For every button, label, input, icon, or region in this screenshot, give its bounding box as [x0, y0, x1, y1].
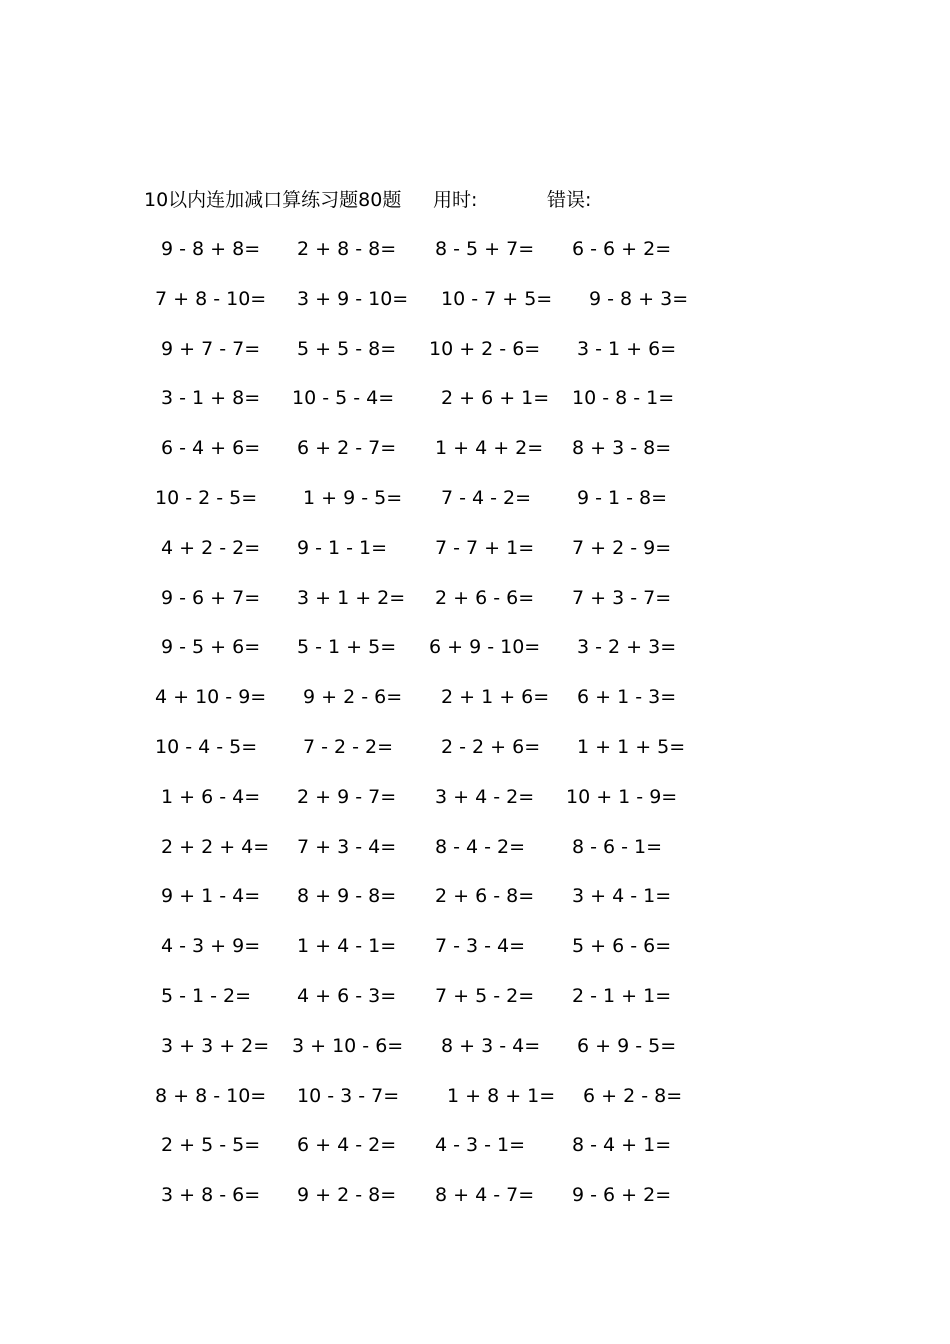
- problem-item: 9 - 8 + 8=: [161, 238, 261, 260]
- problem-item: 2 + 8 - 8=: [297, 238, 397, 260]
- problem-item: 7 + 5 - 2=: [435, 985, 535, 1007]
- problem-item: 8 - 5 + 7=: [435, 238, 535, 260]
- problem-item: 6 - 4 + 6=: [161, 437, 261, 459]
- problem-item: 10 - 3 - 7=: [297, 1085, 400, 1107]
- problem-item: 9 - 8 + 3=: [589, 288, 689, 310]
- problem-item: 4 - 3 - 1=: [435, 1134, 526, 1156]
- errors-label: 错误:: [547, 189, 592, 211]
- problem-item: 3 + 10 - 6=: [292, 1035, 404, 1057]
- problem-item: 1 + 6 - 4=: [161, 786, 261, 808]
- problem-item: 3 + 4 - 2=: [435, 786, 535, 808]
- problem-item: 3 - 1 + 6=: [577, 338, 677, 360]
- problem-item: 2 - 1 + 1=: [572, 985, 672, 1007]
- problem-item: 3 - 2 + 3=: [577, 636, 677, 658]
- problem-item: 6 + 2 - 8=: [583, 1085, 683, 1107]
- problem-item: 7 + 2 - 9=: [572, 537, 672, 559]
- problem-item: 8 + 9 - 8=: [297, 885, 397, 907]
- problem-item: 8 - 6 - 1=: [572, 836, 663, 858]
- problem-item: 9 - 1 - 1=: [297, 537, 388, 559]
- problem-item: 4 - 3 + 9=: [161, 935, 261, 957]
- problem-item: 10 - 2 - 5=: [155, 487, 258, 509]
- problem-item: 8 + 8 - 10=: [155, 1085, 267, 1107]
- problem-item: 4 + 10 - 9=: [155, 686, 267, 708]
- problem-item: 9 + 2 - 6=: [303, 686, 403, 708]
- problem-item: 10 - 4 - 5=: [155, 736, 258, 758]
- problem-item: 3 + 4 - 1=: [572, 885, 672, 907]
- problem-item: 9 + 2 - 8=: [297, 1184, 397, 1206]
- problem-item: 7 - 7 + 1=: [435, 537, 535, 559]
- problem-item: 1 + 8 + 1=: [447, 1085, 556, 1107]
- problem-item: 5 - 1 + 5=: [297, 636, 397, 658]
- problem-item: 2 + 6 + 1=: [441, 387, 550, 409]
- problem-item: 5 + 5 - 8=: [297, 338, 397, 360]
- problem-item: 4 + 6 - 3=: [297, 985, 397, 1007]
- problem-item: 2 - 2 + 6=: [441, 736, 541, 758]
- problem-item: 8 + 3 - 4=: [441, 1035, 541, 1057]
- problem-item: 6 + 9 - 5=: [577, 1035, 677, 1057]
- problem-item: 7 - 4 - 2=: [441, 487, 532, 509]
- problem-item: 10 + 1 - 9=: [566, 786, 678, 808]
- problem-item: 3 - 1 + 8=: [161, 387, 261, 409]
- problem-item: 10 - 5 - 4=: [292, 387, 395, 409]
- problem-item: 1 + 1 + 5=: [577, 736, 686, 758]
- problem-item: 6 + 9 - 10=: [429, 636, 541, 658]
- problem-item: 2 + 2 + 4=: [161, 836, 270, 858]
- problem-item: 1 + 4 - 1=: [297, 935, 397, 957]
- problem-item: 5 - 1 - 2=: [161, 985, 252, 1007]
- problem-item: 3 + 1 + 2=: [297, 587, 406, 609]
- problem-item: 2 + 6 - 8=: [435, 885, 535, 907]
- problem-item: 9 - 1 - 8=: [577, 487, 668, 509]
- problem-item: 2 + 1 + 6=: [441, 686, 550, 708]
- problem-item: 9 - 6 + 2=: [572, 1184, 672, 1206]
- worksheet-title: 10以内连加减口算练习题80题: [144, 189, 402, 211]
- problem-item: 2 + 9 - 7=: [297, 786, 397, 808]
- problem-item: 1 + 9 - 5=: [303, 487, 403, 509]
- problem-item: 8 - 4 + 1=: [572, 1134, 672, 1156]
- problem-item: 8 + 3 - 8=: [572, 437, 672, 459]
- problem-item: 7 + 3 - 4=: [297, 836, 397, 858]
- problem-item: 7 - 3 - 4=: [435, 935, 526, 957]
- problem-item: 9 - 6 + 7=: [161, 587, 261, 609]
- problem-item: 9 + 7 - 7=: [161, 338, 261, 360]
- problem-item: 1 + 4 + 2=: [435, 437, 544, 459]
- problem-item: 8 + 4 - 7=: [435, 1184, 535, 1206]
- problem-item: 4 + 2 - 2=: [161, 537, 261, 559]
- problem-item: 6 - 6 + 2=: [572, 238, 672, 260]
- problem-item: 6 + 1 - 3=: [577, 686, 677, 708]
- problem-item: 2 + 5 - 5=: [161, 1134, 261, 1156]
- problem-item: 3 + 3 + 2=: [161, 1035, 270, 1057]
- problem-item: 2 + 6 - 6=: [435, 587, 535, 609]
- problem-item: 5 + 6 - 6=: [572, 935, 672, 957]
- problem-item: 10 - 8 - 1=: [572, 387, 675, 409]
- problem-item: 8 - 4 - 2=: [435, 836, 526, 858]
- problem-item: 7 + 8 - 10=: [155, 288, 267, 310]
- problem-item: 10 + 2 - 6=: [429, 338, 541, 360]
- problem-item: 10 - 7 + 5=: [441, 288, 553, 310]
- problem-item: 7 + 3 - 7=: [572, 587, 672, 609]
- problem-item: 3 + 9 - 10=: [297, 288, 409, 310]
- time-label: 用时:: [433, 189, 478, 211]
- problem-item: 9 + 1 - 4=: [161, 885, 261, 907]
- problem-item: 6 + 4 - 2=: [297, 1134, 397, 1156]
- problem-item: 7 - 2 - 2=: [303, 736, 394, 758]
- problem-item: 9 - 5 + 6=: [161, 636, 261, 658]
- problem-item: 6 + 2 - 7=: [297, 437, 397, 459]
- problem-item: 3 + 8 - 6=: [161, 1184, 261, 1206]
